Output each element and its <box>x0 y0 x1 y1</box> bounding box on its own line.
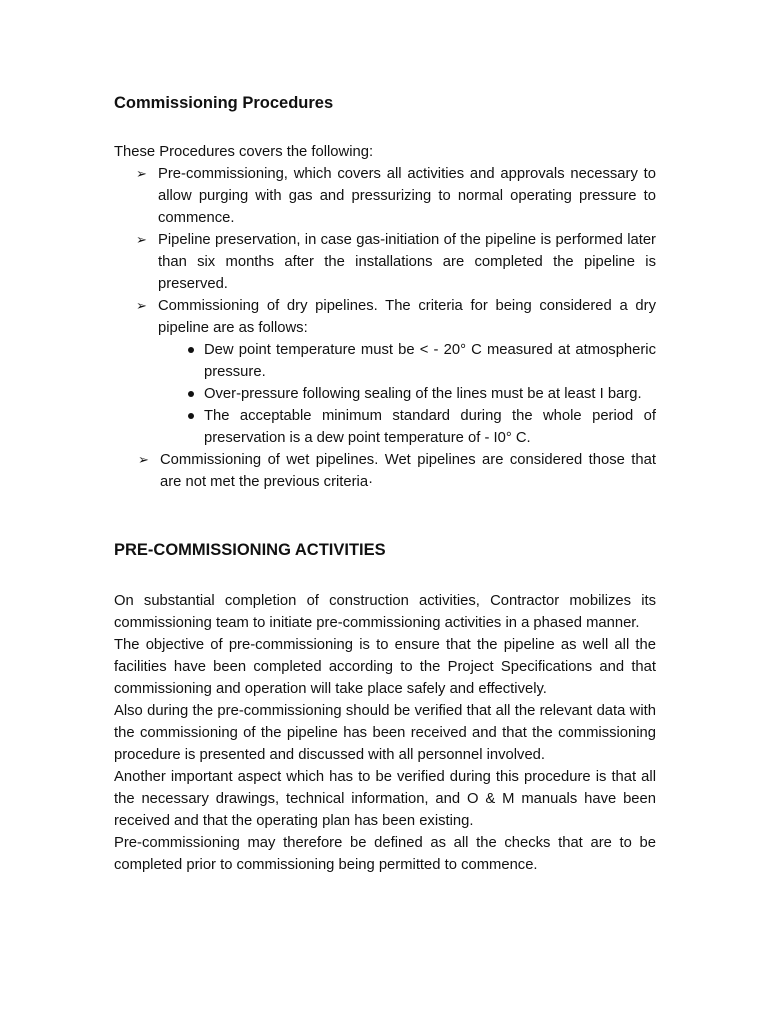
page-title: Commissioning Procedures <box>114 94 334 112</box>
list-item-text: Pipeline preservation, in case gas-initiation of the pipeline is performed later than six months after the installations are completed the pipeline is preserved. <box>158 232 656 292</box>
paragraph: The objective of pre-commissioning is to ensure that the pipeline as well all the facilities have been completed according to the Project Specifications and that commissioning and operation will take place safely and effectively. <box>114 637 656 697</box>
arrow-bullet-icon: ➢ <box>136 298 147 313</box>
list-item-text: Commissioning of wet pipelines. Wet pipelines are considered those that are not met the previous criteria· <box>160 452 656 490</box>
list-item <box>182 405 656 449</box>
section-heading: PRE-COMMISSIONING ACTIVITIES <box>114 541 386 559</box>
paragraph: Also during the pre-commissioning should be verified that all the relevant data with the commissioning of the pipeline has been received and that the commissioning procedure is presented and discussed with all personnel involved. <box>114 703 656 763</box>
section-body <box>114 590 656 876</box>
paragraph: On substantial completion of construction activities, Contractor mobilizes its commissioning team to initiate pre-commissioning activities in a phased manner. <box>114 593 656 631</box>
bullet-dot-icon <box>188 347 194 353</box>
paragraph: Another important aspect which has to be verified during this procedure is that all the necessary drawings, technical information, and O & M manuals have been received and that the operating plan has been existing. <box>114 769 656 829</box>
list-item <box>138 449 656 493</box>
criteria-list <box>182 339 656 449</box>
list-item-text: Dew point temperature must be < - 20° C measured at atmospheric pressure. <box>204 342 656 380</box>
list-item <box>136 163 656 229</box>
arrow-list <box>136 163 656 493</box>
list-item-text: Over-pressure following sealing of the lines must be at least I barg. <box>204 386 642 402</box>
arrow-bullet-icon: ➢ <box>136 166 147 181</box>
paragraph: Pre-commissioning may therefore be defined as all the checks that are to be completed prior to commissioning being permitted to commence. <box>114 835 656 873</box>
list-item <box>182 339 656 383</box>
list-item <box>182 383 656 405</box>
list-item-text: The acceptable minimum standard during the whole period of preservation is a dew point temperature of - I0° C. <box>204 408 656 446</box>
bullet-dot-icon <box>188 413 194 419</box>
intro-text: These Procedures covers the following: <box>114 144 374 160</box>
bullet-dot-icon <box>188 391 194 397</box>
arrow-bullet-icon: ➢ <box>138 452 149 467</box>
list-item-text: Pre-commissioning, which covers all activities and approvals necessary to allow purging with gas and pressurizing to normal operating pressure to commence. <box>158 166 656 226</box>
list-item <box>136 295 656 339</box>
list-item <box>136 229 656 295</box>
list-item-text: Commissioning of dry pipelines. The criteria for being considered a dry pipeline are as follows: <box>158 298 656 336</box>
arrow-bullet-icon: ➢ <box>136 232 147 247</box>
